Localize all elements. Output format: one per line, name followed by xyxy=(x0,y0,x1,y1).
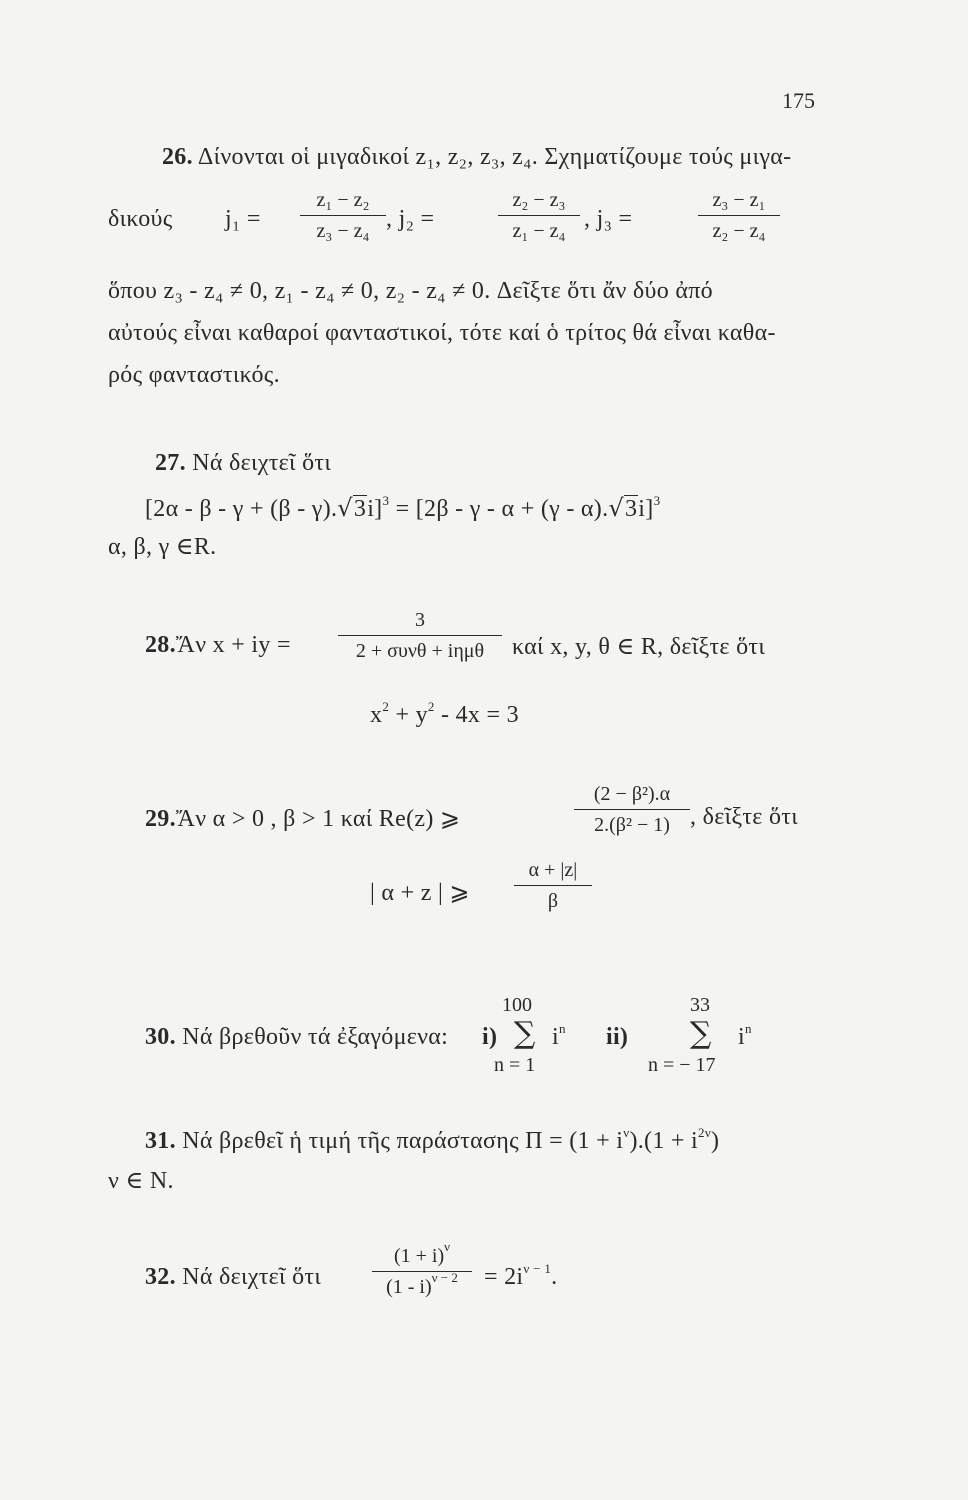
exercise-29-result-left: | α + z | ⩾ xyxy=(370,880,470,906)
sqrt-sign: √ xyxy=(608,494,624,522)
exponent: ν − 1 xyxy=(523,1261,552,1276)
j1-numerator: z₁ − z₂ xyxy=(316,189,370,211)
exercise-31-expression-mid: ).(1 + i xyxy=(629,1128,699,1154)
exercise-27-text: Νά δειχτεῖ ὅτι xyxy=(192,450,332,476)
result-x: x xyxy=(370,702,383,728)
result-end: - 4x = 3 xyxy=(441,702,519,728)
exercise-29-text: Ἄν α > 0 , β > 1 καί Re(z) ⩾ xyxy=(175,806,461,832)
exercise-27-condition: α, β, γ ∈R. xyxy=(108,534,217,560)
sqrt-radicand: 3 xyxy=(624,496,638,522)
j3-numerator: z₃ − z₁ xyxy=(712,189,766,211)
exercise-32-text xyxy=(145,1264,321,1291)
fraction-bar xyxy=(698,215,780,216)
exponent: 2 xyxy=(382,699,390,714)
exercise-26-number: 26. xyxy=(162,144,193,170)
exercise-29-result-fraction xyxy=(514,858,592,913)
term-base: i xyxy=(738,1024,745,1050)
sum-ii-lower-limit: n = − 17 xyxy=(648,1054,716,1076)
exercise-28-denominator: 2 + συνθ + iημθ xyxy=(355,640,485,662)
fraction-bar xyxy=(574,809,690,810)
j1-fraction xyxy=(300,188,386,243)
sum-i-term xyxy=(552,1021,566,1051)
sqrt-sign: √ xyxy=(337,494,353,522)
exercise-32-number: 32. xyxy=(145,1264,176,1290)
j3-fraction xyxy=(698,188,780,243)
term-base: i xyxy=(552,1024,559,1050)
exercise-28-fraction xyxy=(338,608,502,663)
exponent: ν xyxy=(623,1125,630,1140)
exercise-32-label: Νά δειχτεῖ ὅτι xyxy=(182,1264,322,1290)
exercise-31-expression-start: Νά βρεθεῖ ἡ τιμή τῆς παράστασης Π = (1 + i xyxy=(182,1128,624,1154)
exercise-28-result xyxy=(370,699,519,729)
exercise-29-numerator: (2 − β²).α xyxy=(593,783,671,805)
exercise-26-line3: ὅπου z₃ - z₄ ≠ 0, z₁ - z₄ ≠ 0, z₂ - z₄ ≠ 0. Δεῖξτε ὅτι ἄν δύο ἀπό xyxy=(108,278,713,304)
exercise-31-expression-end: ) xyxy=(711,1128,720,1154)
equation-right-part: = [2β - γ - α + (γ - α). xyxy=(395,496,609,522)
exercise-29-after: , δεῖξτε ὅτι xyxy=(690,804,798,830)
exponent: 2ν xyxy=(698,1125,712,1140)
j2-label: , j₂ = xyxy=(386,206,435,232)
fraction-bar xyxy=(300,215,386,216)
exercise-26-text: Δίνονται οἱ μιγαδικοί z₁, z₂, z₃, z₄. Σχηματίζουμε τούς μιγα- xyxy=(197,144,792,170)
part-i-label: i) xyxy=(482,1024,498,1050)
exercise-27-number: 27. xyxy=(155,450,186,476)
sum-ii-term xyxy=(738,1021,752,1051)
sum-i-upper-limit: 100 xyxy=(502,994,532,1016)
exercise-29-denominator: 2.(β² − 1) xyxy=(594,814,670,836)
exercise-28-text: Ἄν x + iy = xyxy=(175,632,291,658)
exercise-28-intro xyxy=(145,632,291,659)
exercise-32-numerator xyxy=(390,1239,454,1268)
exercise-29-result-denominator: β xyxy=(547,890,559,912)
exponent: n xyxy=(558,1021,566,1036)
exercise-30-label: Νά βρεθοῦν τά ἐξαγόμενα: xyxy=(182,1024,449,1050)
exercise-29-number: 29. xyxy=(145,806,176,832)
exercise-28-after: καί x, y, θ ∈ R, δεῖξτε ὅτι xyxy=(512,634,766,660)
exercise-32-denominator xyxy=(382,1270,462,1299)
equation-left-part: [2α - β - γ + (β - γ). xyxy=(145,496,338,522)
fraction-bar xyxy=(498,215,580,216)
exercise-28-numerator: 3 xyxy=(415,609,425,631)
j2-fraction xyxy=(498,188,580,243)
exercise-27-title xyxy=(155,450,331,477)
exercise-31-text xyxy=(145,1125,720,1155)
exponent: n xyxy=(744,1021,752,1036)
exercise-32-rhs xyxy=(484,1261,558,1291)
result-y: + y xyxy=(395,702,428,728)
exercise-29-result-numerator: α + |z| xyxy=(528,859,578,881)
equation-right-end: i] xyxy=(638,496,654,522)
equation-left-end: i] xyxy=(367,496,383,522)
j2-denominator: z₁ − z₄ xyxy=(512,220,566,242)
sum-i-lower-limit: n = 1 xyxy=(494,1054,536,1076)
exercise-26-line1 xyxy=(162,144,791,171)
rhs-base: = 2i xyxy=(484,1264,524,1290)
fraction-bar xyxy=(338,635,502,636)
part-ii-label: ii) xyxy=(606,1024,629,1050)
exercise-26-prefix: δικούς xyxy=(108,206,173,232)
j3-denominator: z₂ − z₄ xyxy=(712,220,766,242)
sum-ii-upper-limit: 33 xyxy=(690,994,710,1016)
numerator-base: (1 + i) xyxy=(393,1245,445,1267)
sqrt-radicand: 3 xyxy=(353,496,367,522)
exercise-29-intro xyxy=(145,804,460,833)
denominator-base: (1 - i) xyxy=(386,1276,432,1298)
exercise-31-line2: ν ∈ N. xyxy=(108,1168,174,1194)
exercise-29-fraction xyxy=(574,782,690,837)
exponent: ν − 2 xyxy=(431,1270,458,1285)
exercise-31-number: 31. xyxy=(145,1128,176,1154)
page-number: 175 xyxy=(782,88,815,113)
exercise-30-text xyxy=(145,1024,448,1051)
exponent: 3 xyxy=(653,493,661,508)
j1-denominator: z₃ − z₄ xyxy=(316,220,370,242)
exercise-27-equation xyxy=(145,494,660,523)
exponent: ν xyxy=(444,1239,451,1254)
exercise-30-number: 30. xyxy=(145,1024,176,1050)
sigma-symbol: ∑ xyxy=(690,1016,712,1051)
j2-numerator: z₂ − z₃ xyxy=(512,189,566,211)
fraction-bar xyxy=(514,885,592,886)
exercise-26-line4: αὐτούς εἶναι καθαροί φανταστικοί, τότε καί ὁ τρίτος θά εἶναι καθα- xyxy=(108,320,776,346)
exercise-26-line5: ρός φανταστικός. xyxy=(108,362,280,388)
exercise-32-fraction xyxy=(372,1239,472,1299)
exercise-28-number: 28. xyxy=(145,632,176,658)
j3-label: , j₃ = xyxy=(584,206,633,232)
rhs-end: . xyxy=(551,1264,558,1290)
exponent: 3 xyxy=(382,493,390,508)
exponent: 2 xyxy=(427,699,435,714)
j1-label: j₁ = xyxy=(225,206,261,232)
sigma-symbol: ∑ xyxy=(514,1016,536,1051)
